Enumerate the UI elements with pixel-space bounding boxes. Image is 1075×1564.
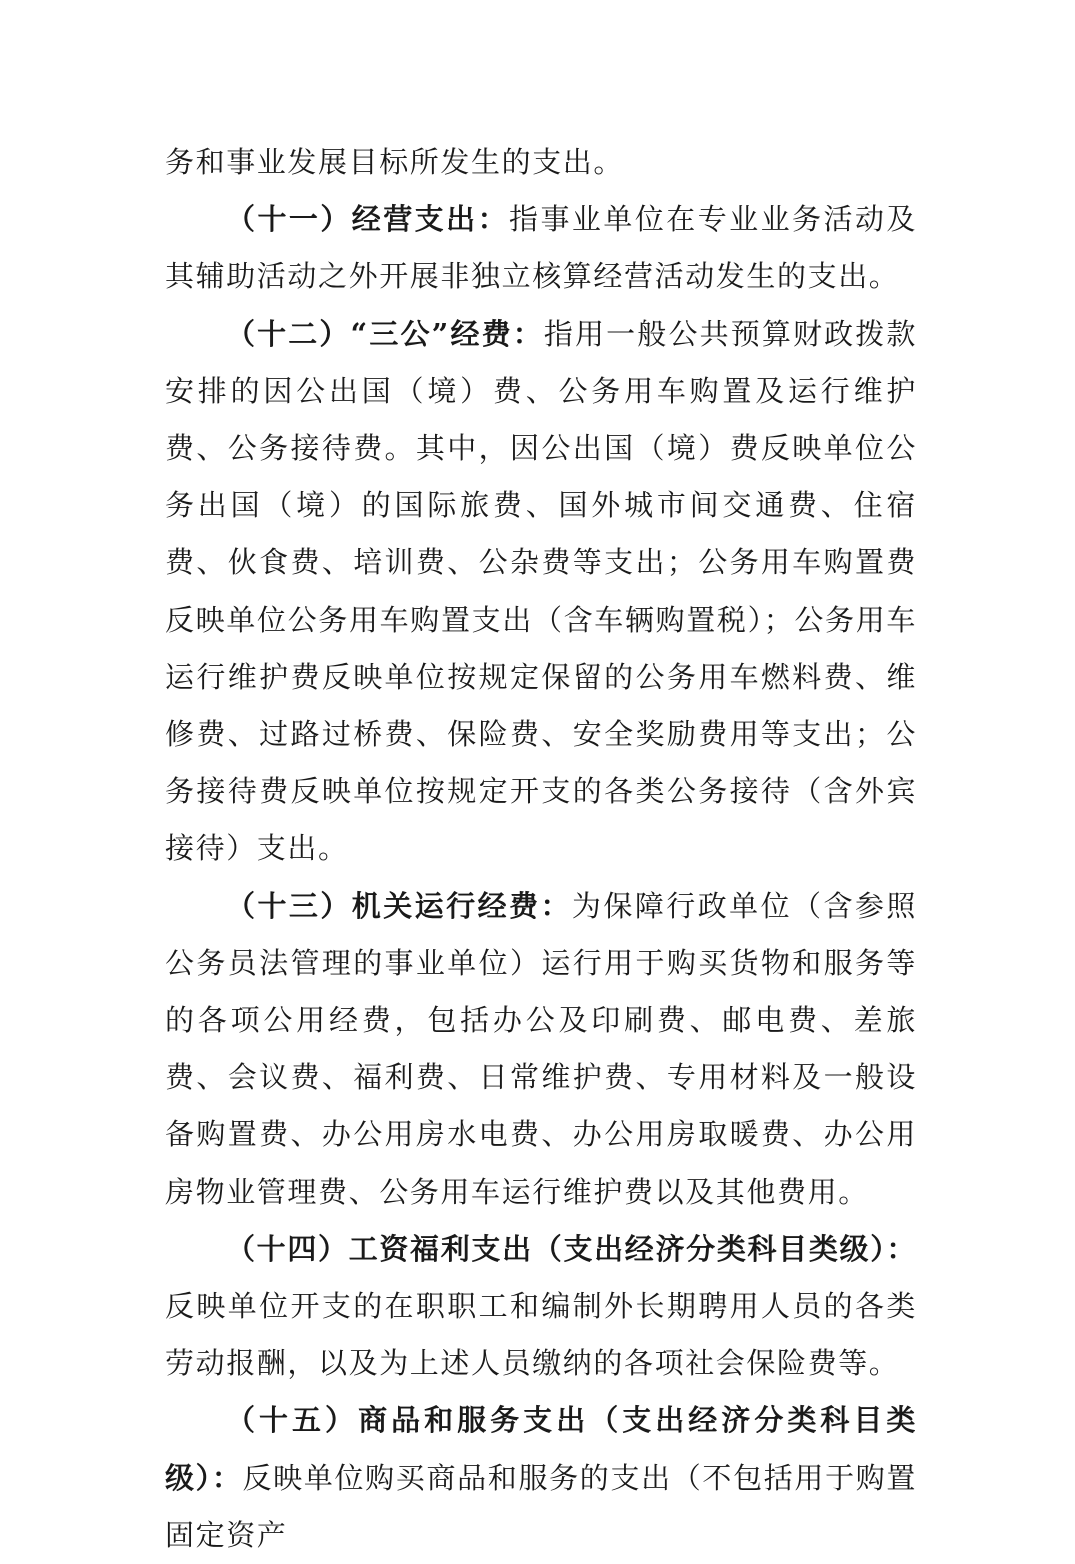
document-body [165,134,917,1564]
paragraph-term: （十二）“三公”经费： [226,316,544,351]
paragraph-office-operating-funds [165,878,917,1221]
paragraph-term: （十五）商品和服务支出（支出经济分类科目类级）： [165,1403,917,1495]
paragraph-operating-expenditure [165,191,917,305]
paragraph-continuation [165,134,917,191]
paragraph-three-public-expenses [165,306,917,878]
paragraph-text: 反映单位开支的在职职工和编制外长期聘用人员的各类劳动报酬，以及为上述人员缴纳的各项社会保险费等。 [165,1289,917,1381]
paragraph-term: （十四）工资福利支出（支出经济分类科目类级）： [226,1231,917,1266]
paragraph-term: （十一）经营支出： [226,202,510,237]
paragraph-wages-welfare [165,1221,917,1393]
paragraph-text: 指事业单位在专业业务活动及其辅助活动之外开展非独立核算经营活动发生的支出。 [165,202,917,294]
paragraph-goods-services [165,1392,917,1564]
paragraph-text: 为保障行政单位（含参照公务员法管理的事业单位）运行用于购买货物和服务等的各项公用经费，包括办公及印刷费、邮电费、差旅费、会议费、福利费、日常维护费、专用材料及一般设备购置费、办公用房水电费、办公用房取暖费、办公用房物业管理费、公务用车运行维护费以及其他费用。 [165,888,917,1209]
paragraph-text: 反映单位购买商品和服务的支出（不包括用于购置固定资产 [165,1460,917,1552]
paragraph-text: 指用一般公共预算财政拨款安排的因公出国（境）费、公务用车购置及运行维护费、公务接待费。其中，因公出国（境）费反映单位公务出国（境）的国际旅费、国外城市间交通费、住宿费、伙食费、培训费、公杂费等支出；公务用车购置费反映单位公务用车购置支出（含车辆购置税）；公务用车运行维护费反映单位按规定保留的公务用车燃料费、维修费、过路过桥费、保险费、安全奖励费用等支出；公务接待费反映单位按规定开支的各类公务接待（含外宾接待）支出。 [165,316,918,866]
paragraph-text: 务和事业发展目标所发生的支出。 [165,145,625,179]
paragraph-term: （十三）机关运行经费： [226,888,572,923]
